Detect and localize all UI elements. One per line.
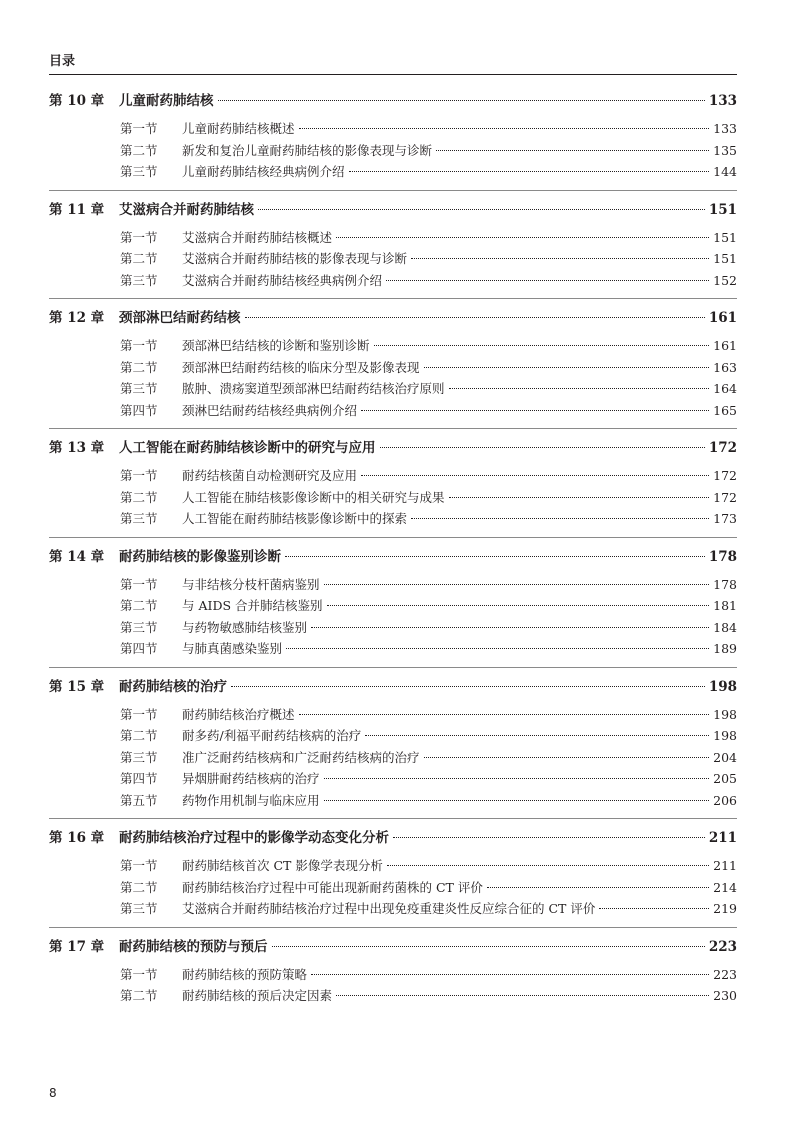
chapter-entry [49, 305, 737, 429]
section-row[interactable] [49, 704, 737, 726]
dot-leader [299, 128, 710, 129]
page-number: 8 [49, 1086, 57, 1100]
chapter-row[interactable] [49, 435, 737, 461]
section-row[interactable] [49, 595, 737, 617]
dot-leader [380, 447, 705, 448]
section-row[interactable] [49, 335, 737, 357]
section-row[interactable] [49, 140, 737, 162]
chapter-row[interactable] [49, 197, 737, 223]
chapter-number: 第 14 章 [49, 548, 105, 565]
section-row[interactable] [49, 898, 737, 920]
section-number: 第四节 [120, 402, 158, 418]
section-number: 第一节 [120, 229, 158, 245]
chapter-row[interactable] [49, 544, 737, 570]
dot-leader [349, 171, 710, 172]
section-title: 颈部淋巴结耐药结核的临床分型及影像表现 [182, 359, 420, 375]
chapter-entry [49, 825, 737, 928]
chapter-row[interactable] [49, 934, 737, 960]
section-number: 第二节 [120, 251, 158, 266]
dot-leader [285, 556, 705, 557]
chapter-page: 178 [708, 548, 737, 565]
section-row[interactable] [49, 508, 737, 530]
section-page: 198 [713, 728, 737, 743]
chapter-page: 151 [708, 201, 737, 218]
chapter-page: 198 [708, 678, 737, 695]
section-page: 151 [713, 251, 737, 266]
section-page: 181 [713, 598, 737, 613]
section-page: 206 [713, 792, 737, 808]
section-row[interactable] [49, 747, 737, 769]
chapter-title: 艾滋病合并耐药肺结核 [119, 201, 254, 218]
chapter-number: 第 13 章 [49, 440, 105, 456]
chapter-row[interactable] [49, 305, 737, 331]
dot-leader [393, 837, 705, 838]
section-number: 第二节 [120, 598, 158, 613]
section-list [49, 851, 737, 928]
section-row[interactable] [49, 487, 737, 509]
chapter-entry [49, 197, 737, 300]
dot-leader [361, 475, 709, 476]
section-page: 205 [713, 771, 737, 786]
chapter-entry [49, 88, 737, 191]
section-row[interactable] [49, 161, 737, 183]
chapter-number: 第 17 章 [49, 938, 105, 955]
chapter-title: 人工智能在耐药肺结核诊断中的研究与应用 [119, 440, 376, 456]
section-number: 第四节 [120, 641, 158, 656]
dot-leader [272, 946, 705, 947]
dot-leader [218, 100, 705, 101]
section-row[interactable] [49, 118, 737, 140]
dot-leader [231, 686, 705, 687]
dot-leader [411, 518, 709, 519]
section-row[interactable] [49, 227, 737, 249]
dot-leader [599, 908, 709, 909]
section-number: 第二节 [120, 879, 158, 895]
section-title: 艾滋病合并耐药肺结核治疗过程中出现免疫重建炎性反应综合征的 CT 评价 [182, 901, 596, 916]
chapter-page: 161 [708, 310, 737, 326]
dot-leader [324, 778, 710, 779]
dot-leader [424, 367, 710, 368]
section-title: 艾滋病合并耐药肺结核的影像表现与诊断 [182, 251, 408, 266]
section-row[interactable] [49, 248, 737, 270]
dot-leader [449, 388, 710, 389]
chapter-page: 172 [708, 440, 737, 456]
section-number: 第一节 [120, 468, 158, 483]
section-page: 184 [713, 619, 737, 635]
table-of-contents [49, 88, 737, 1020]
dot-leader [311, 974, 709, 975]
section-number: 第二节 [120, 142, 158, 158]
section-title: 耐药肺结核的预防策略 [182, 966, 308, 982]
section-number: 第五节 [120, 792, 158, 808]
section-title: 异烟肼耐药结核病的治疗 [182, 771, 320, 786]
chapter-number: 第 11 章 [49, 201, 105, 218]
section-page: 163 [713, 359, 737, 375]
section-row[interactable] [49, 400, 737, 422]
chapter-title: 耐药肺结核的预防与预后 [119, 938, 268, 955]
chapter-number: 第 10 章 [49, 93, 105, 109]
section-page: 172 [713, 489, 737, 505]
section-title: 人工智能在耐药肺结核影像诊断中的探索 [182, 511, 408, 526]
section-page: 219 [713, 901, 737, 916]
dot-leader [324, 800, 710, 801]
section-number: 第三节 [120, 749, 158, 765]
section-number: 第三节 [120, 901, 158, 916]
section-title: 准广泛耐药结核病和广泛耐药结核病的治疗 [182, 749, 420, 765]
section-title: 颈淋巴结耐药结核经典病例介绍 [182, 402, 358, 418]
section-page: 214 [713, 879, 737, 895]
section-row[interactable] [49, 725, 737, 747]
dot-leader [374, 345, 710, 346]
section-page: 144 [713, 164, 737, 179]
section-page: 161 [713, 338, 737, 353]
section-row[interactable] [49, 877, 737, 899]
dot-leader [424, 757, 710, 758]
section-number: 第一节 [120, 706, 158, 722]
section-page: 178 [713, 576, 737, 592]
section-page: 165 [713, 402, 737, 418]
dot-leader [387, 865, 709, 866]
chapter-row[interactable] [49, 825, 737, 851]
section-title: 与药物敏感肺结核鉴别 [182, 619, 308, 635]
section-number: 第三节 [120, 381, 158, 396]
section-title: 与非结核分枝杆菌病鉴别 [182, 576, 320, 592]
chapter-page: 211 [708, 830, 737, 846]
section-list [49, 461, 737, 538]
section-page: 151 [713, 229, 737, 245]
section-row[interactable] [49, 638, 737, 660]
section-title: 耐多药/利福平耐药结核病的治疗 [182, 728, 362, 743]
section-page: 135 [713, 142, 737, 158]
chapter-row[interactable] [49, 88, 737, 114]
section-title: 耐药肺结核治疗过程中可能出现新耐药菌株的 CT 评价 [182, 879, 483, 895]
section-page: 133 [713, 121, 737, 136]
dot-leader [324, 584, 710, 585]
section-title: 人工智能在肺结核影像诊断中的相关研究与成果 [182, 489, 445, 505]
section-row[interactable] [49, 985, 737, 1007]
chapter-number: 第 12 章 [49, 310, 105, 326]
section-number: 第二节 [120, 988, 158, 1003]
section-number: 第三节 [120, 511, 158, 526]
section-page: 230 [713, 988, 737, 1003]
header-title: 目录 [49, 54, 76, 69]
dot-leader [311, 627, 709, 628]
section-number: 第一节 [120, 858, 158, 873]
section-title: 艾滋病合并耐药肺结核经典病例介绍 [182, 272, 383, 288]
section-number: 第四节 [120, 771, 158, 786]
section-row[interactable] [49, 768, 737, 790]
dot-leader [449, 497, 710, 498]
chapter-title: 耐药肺结核治疗过程中的影像学动态变化分析 [119, 830, 389, 846]
section-page: 198 [713, 706, 737, 722]
section-title: 耐药肺结核治疗概述 [182, 706, 295, 722]
section-title: 艾滋病合并耐药肺结核概述 [182, 229, 333, 245]
dot-leader [258, 209, 705, 210]
section-title: 颈部淋巴结结核的诊断和鉴别诊断 [182, 338, 370, 353]
section-row[interactable] [49, 617, 737, 639]
section-list [49, 331, 737, 429]
section-page: 204 [713, 749, 737, 765]
section-list [49, 114, 737, 191]
section-row[interactable] [49, 790, 737, 812]
chapter-entry [49, 435, 737, 538]
section-number: 第一节 [120, 576, 158, 592]
section-row[interactable] [49, 270, 737, 292]
section-number: 第一节 [120, 966, 158, 982]
section-title: 儿童耐药肺结核概述 [182, 121, 295, 136]
section-title: 脓肿、溃疡窦道型颈部淋巴结耐药结核治疗原则 [182, 381, 445, 396]
dot-leader [336, 995, 709, 996]
dot-leader [386, 280, 709, 281]
section-title: 耐药肺结核首次 CT 影像学表现分析 [182, 858, 383, 873]
section-number: 第一节 [120, 121, 158, 136]
chapter-entry [49, 934, 737, 1014]
page-header [49, 46, 737, 75]
section-title: 耐药结核菌自动检测研究及应用 [182, 468, 358, 483]
chapter-title: 儿童耐药肺结核 [119, 93, 214, 109]
chapter-title: 颈部淋巴结耐药结核 [119, 310, 241, 326]
section-page: 152 [713, 272, 737, 288]
dot-leader [411, 258, 709, 259]
dot-leader [336, 237, 709, 238]
chapter-title: 耐药肺结核的治疗 [119, 678, 227, 695]
section-row[interactable] [49, 964, 737, 986]
chapter-page: 223 [708, 938, 737, 955]
section-number: 第三节 [120, 164, 158, 179]
section-title: 儿童耐药肺结核经典病例介绍 [182, 164, 345, 179]
section-row[interactable] [49, 574, 737, 596]
section-row[interactable] [49, 357, 737, 379]
section-row[interactable] [49, 465, 737, 487]
section-list [49, 570, 737, 668]
dot-leader [365, 735, 709, 736]
chapter-title: 耐药肺结核的影像鉴别诊断 [119, 548, 281, 565]
dot-leader [245, 317, 705, 318]
section-number: 第一节 [120, 338, 158, 353]
section-title: 耐药肺结核的预后决定因素 [182, 988, 333, 1003]
section-list [49, 700, 737, 820]
dot-leader [487, 887, 709, 888]
section-row[interactable] [49, 378, 737, 400]
chapter-number: 第 15 章 [49, 678, 105, 695]
dot-leader [327, 605, 710, 606]
section-number: 第三节 [120, 272, 158, 288]
chapter-number: 第 16 章 [49, 830, 105, 846]
dot-leader [361, 410, 709, 411]
chapter-row[interactable] [49, 674, 737, 700]
section-list [49, 223, 737, 300]
section-page: 172 [713, 468, 737, 483]
section-page: 173 [713, 511, 737, 526]
section-number: 第三节 [120, 619, 158, 635]
section-page: 189 [713, 641, 737, 656]
section-page: 223 [713, 966, 737, 982]
section-title: 新发和复治儿童耐药肺结核的影像表现与诊断 [182, 142, 433, 158]
section-page: 211 [713, 858, 737, 873]
dot-leader [436, 150, 709, 151]
section-title: 与 AIDS 合并肺结核鉴别 [182, 598, 323, 613]
section-number: 第二节 [120, 728, 158, 743]
section-title: 与肺真菌感染鉴别 [182, 641, 283, 656]
section-title: 药物作用机制与临床应用 [182, 792, 320, 808]
chapter-entry [49, 674, 737, 820]
dot-leader [286, 648, 709, 649]
chapter-page: 133 [708, 93, 737, 109]
section-list [49, 960, 737, 1014]
section-number: 第二节 [120, 489, 158, 505]
dot-leader [299, 714, 710, 715]
chapter-entry [49, 544, 737, 668]
section-number: 第二节 [120, 359, 158, 375]
section-row[interactable] [49, 855, 737, 877]
section-page: 164 [713, 381, 737, 396]
